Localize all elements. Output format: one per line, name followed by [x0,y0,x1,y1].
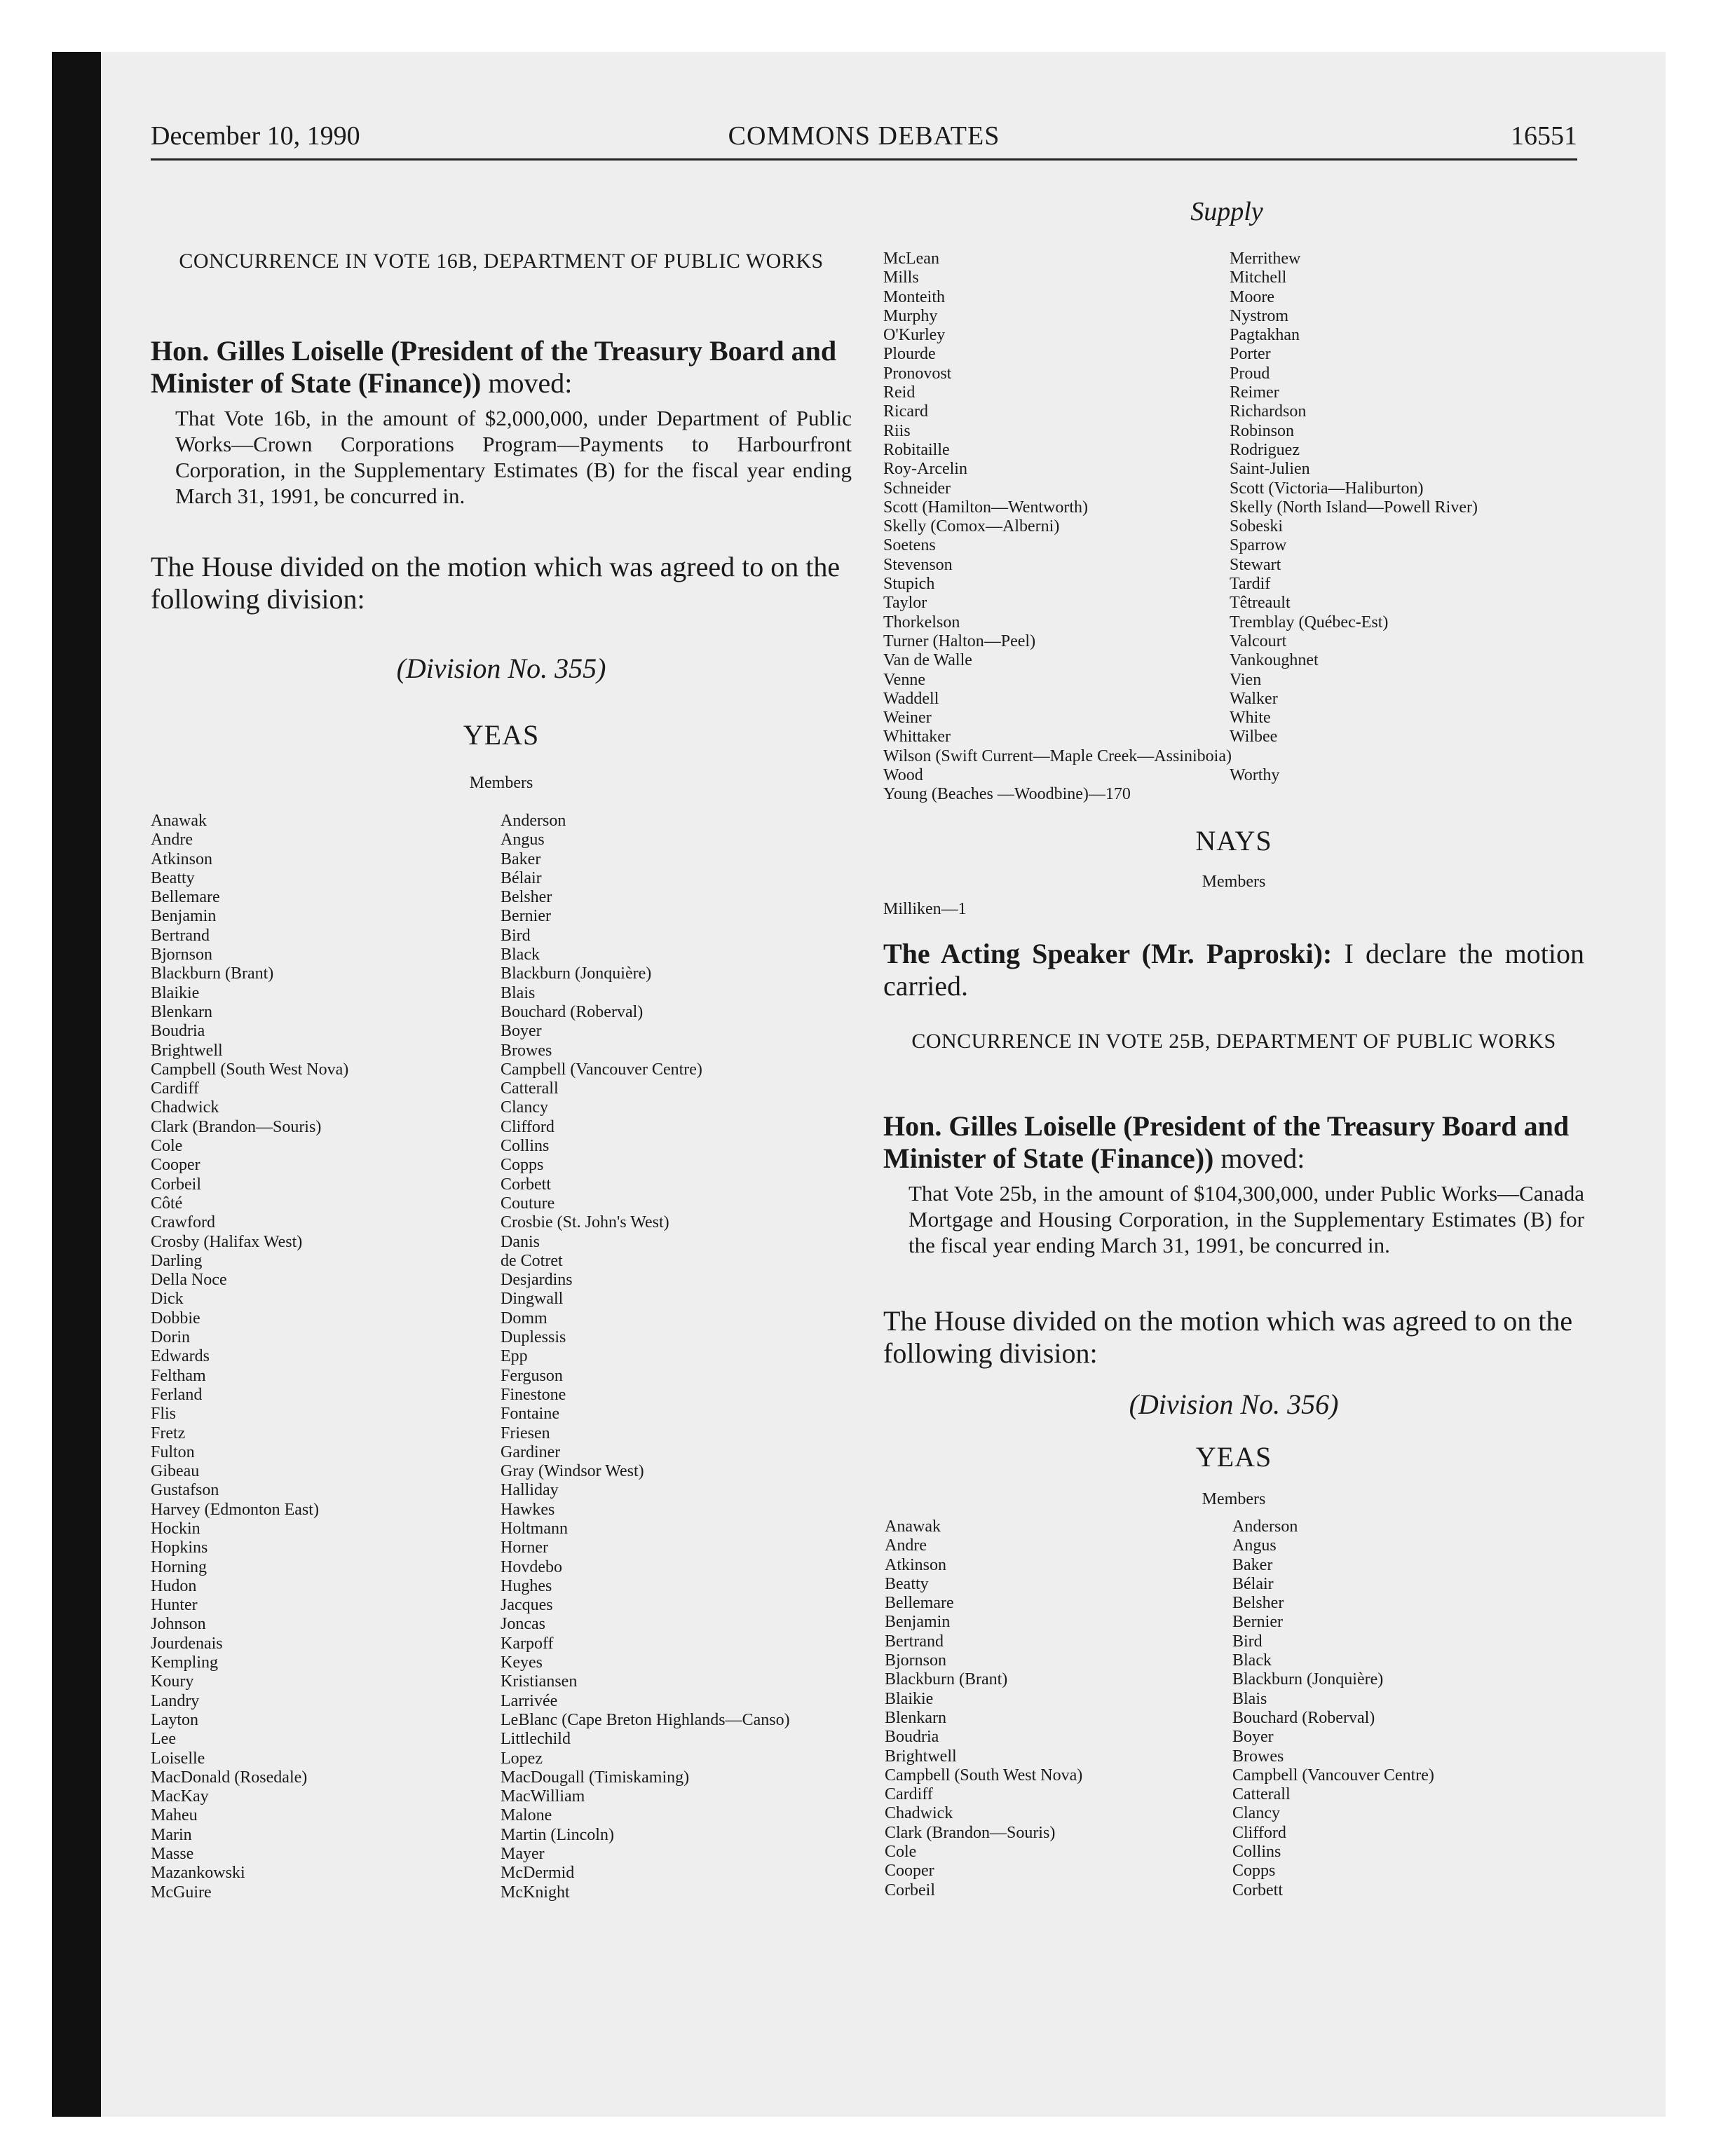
member-name: LeBlanc (Cape Breton Highlands—Canso) [501,1710,790,1729]
member-name: Danis [501,1232,540,1251]
member-name: Maheu [151,1806,198,1825]
member-name: Bjornson [151,946,213,964]
member-name: Brightwell [885,1747,957,1766]
member-name: Crosby (Halifax West) [151,1232,303,1251]
member-name: Karpoff [501,1634,554,1653]
member-name: Edwards [151,1347,210,1366]
member-name: Landry [151,1691,200,1710]
member-name: Blackburn (Brant) [885,1670,1008,1689]
member-name: Collins [1232,1843,1281,1862]
member-name: Kristiansen [501,1672,578,1691]
member-name: Anderson [501,812,566,830]
member-name: Kempling [151,1653,218,1672]
member-name: Dobbie [151,1309,200,1328]
division-intro: The House divided on the motion which was agreed to on the following division: [151,551,841,615]
member-name: Rodriguez [1230,440,1300,459]
member-name: Pronovost [883,364,952,383]
member-name: McDermid [501,1864,575,1883]
member-name: Scott (Hamilton—Wentworth) [883,498,1089,517]
member-name: Gray (Windsor West) [501,1462,644,1481]
member-name: Blackburn (Jonquière) [501,964,652,983]
nays-members-label: Members [1202,873,1266,891]
member-name: Pagtakhan [1230,326,1300,345]
member-name: Murphy [883,306,938,325]
member-name: Finestone [501,1385,566,1404]
member-name: Hockin [151,1519,200,1538]
member-name: Loiselle [151,1749,205,1768]
member-name: Bertrand [151,926,210,945]
member-name: Blaikie [151,983,200,1002]
member-name: Fulton [151,1442,195,1461]
member-name: Johnson [151,1615,206,1634]
vote-25b-heading: CONCURRENCE IN VOTE 25B, DEPARTMENT OF PUBLIC WORKS [911,1030,1556,1053]
member-name: Beatty [151,868,195,887]
page-header [151,121,1577,161]
member-name: Vankoughnet [1230,651,1319,670]
member-name: Marin [151,1825,192,1844]
member-name: Couture [501,1194,555,1213]
member-name: Ricard [883,402,928,421]
member-name: Côté [151,1194,183,1213]
member-name: Bélair [1232,1574,1274,1593]
speaker-name-2: Hon. Gilles Loiselle (President of the Treasury Board and Minister of State (Finance)) [883,1110,1570,1174]
member-name: Cooper [885,1862,934,1881]
continued-yeas-col1 [883,250,1220,747]
member-name: Soetens [883,536,936,555]
member-name: Baker [1232,1555,1273,1574]
member-name: Turner (Halton—Peel) [883,632,1036,650]
member-name: Tardif [1230,575,1271,594]
member-name: Anawak [151,812,207,830]
member-name: Schneider [883,479,951,498]
member-name: Boudria [151,1022,205,1041]
member-name: Blenkarn [885,1708,946,1727]
member-name: Van de Walle [883,651,972,670]
member-name: Boyer [501,1022,542,1041]
members-label-2: Members [1202,1490,1266,1508]
member-name: Hawkes [501,1500,555,1519]
member-name: Bernier [1232,1613,1283,1632]
member-name: Venne [883,670,925,689]
vote-16b-heading: CONCURRENCE IN VOTE 16B, DEPARTMENT OF PUBLIC WORKS [179,250,824,273]
member-name: Boudria [885,1728,939,1747]
member-name: Hughes [501,1576,552,1595]
member-name: Richardson [1230,402,1307,421]
member-name: Anderson [1232,1517,1298,1536]
acting-speaker-line [883,938,1584,1002]
member-name: Copps [1232,1862,1276,1881]
member-name: de Cotret [501,1251,563,1270]
member-name: Taylor [883,594,927,613]
member-name: Clifford [501,1117,554,1136]
member-name: McKnight [501,1883,570,1902]
nays-list: Milliken—1 [883,900,967,918]
member-name: Desjardins [501,1271,573,1290]
member-name: Duplessis [501,1328,566,1347]
member-name: Saint-Julien [1230,460,1310,479]
yeas-list-2-col2 [1232,1517,1583,1900]
member-name: Andre [151,831,193,850]
member-name: Dingwall [501,1290,564,1309]
section-label: Supply [1190,197,1263,226]
member-name: Riis [883,421,911,440]
member-name: Corbett [501,1175,551,1194]
members-label: Members [469,774,533,792]
motion-text: That Vote 16b, in the amount of $2,000,000, under Department of Public Works—Crown Corporations Program—Payments to Harbourfront Corporation, in the Supplementary Estimates (B) for the fiscal year ending March 31, 1991, be concurred in. [175,406,852,508]
member-name: Reimer [1230,383,1279,402]
division-intro-2: The House divided on the motion which was agreed to on the following division: [883,1305,1573,1369]
member-name: Clancy [1232,1804,1280,1823]
member-name: Proud [1230,364,1270,383]
member-name: Jacques [501,1596,553,1615]
member-name: Ferguson [501,1366,563,1385]
member-name: Koury [151,1672,194,1691]
member-name: Domm [501,1309,547,1328]
member-name: Campbell (Vancouver Centre) [1232,1766,1434,1785]
member-name: Chadwick [151,1098,219,1117]
member-name: Waddell [883,689,939,708]
member-name: Bertrand [885,1632,944,1651]
member-name: Della Noce [151,1271,227,1290]
division-number-2: (Division No. 356) [1129,1389,1339,1420]
member-name: Blaikie [885,1689,934,1708]
speaker-line [151,335,852,400]
motion-text-2: That Vote 25b, in the amount of $104,300,000, under Public Works—Canada Mortgage and Housing Corporation, in the Supplementary Estimates (B) for the fiscal year ending March 31, 1991, be concurred in. [909,1181,1584,1257]
division-number: (Division No. 355) [396,653,606,684]
member-name: Robitaille [883,440,950,459]
member-name: Porter [1230,345,1271,364]
member-name: Cole [885,1843,917,1862]
member-name: McGuire [151,1883,212,1902]
member-name: Crawford [151,1213,215,1232]
member-name: Halliday [501,1481,559,1500]
member-name: Bird [1232,1632,1263,1651]
speaker-suffix-2: moved: [1213,1142,1305,1174]
member-name: Hovdebo [501,1557,562,1576]
member-name: Flis [151,1405,177,1424]
member-name: Corbett [1232,1881,1283,1899]
member-name: Walker [1230,689,1278,708]
member-name: Cole [151,1137,183,1156]
header-title: COMMONS DEBATES [728,121,1000,151]
member-name: Skelly (Comox—Alberni) [883,517,1060,536]
member-name: Holtmann [501,1519,568,1538]
member-name: Gibeau [151,1462,200,1481]
yeas-list-col1 [151,812,487,1902]
member-name: Plourde [883,345,936,364]
member-name: Sparrow [1230,536,1287,555]
member-name: Layton [151,1710,198,1729]
member-name: Blais [1232,1689,1267,1708]
member-name: Campbell (Vancouver Centre) [501,1060,702,1079]
member-name: Clark (Brandon—Souris) [885,1823,1056,1842]
member-name: Baker [501,850,541,868]
name-worthy: Worthy [1230,766,1280,784]
member-name: Benjamin [151,907,217,926]
member-name: Andre [885,1536,927,1555]
acting-speaker-statement: I declare the motion carried. [883,938,1584,1002]
member-name: Friesen [501,1424,550,1442]
member-name: Dick [151,1290,184,1309]
binding-edge [52,52,101,2117]
member-name: Roy-Arcelin [883,460,967,479]
member-name: Bélair [501,868,542,887]
nays-heading: NAYS [1195,825,1272,857]
member-name: Collins [501,1137,550,1156]
member-name: Merrithew [1230,250,1301,268]
name-wood: Wood [883,766,923,784]
member-name: Valcourt [1230,632,1287,650]
member-name: Clark (Brandon—Souris) [151,1117,322,1136]
member-name: Bjornson [885,1651,947,1670]
member-name: Martin (Lincoln) [501,1825,614,1844]
member-name: Lopez [501,1749,543,1768]
member-name: Bellemare [151,888,220,907]
member-name: Cardiff [885,1785,933,1804]
header-date: December 10, 1990 [151,121,360,151]
member-name: MacKay [151,1787,209,1806]
member-name: Boyer [1232,1728,1274,1747]
member-name: Whittaker [883,728,951,746]
yeas-list-2-col1 [885,1517,1221,1900]
member-name: Ferland [151,1385,203,1404]
member-name: Corbeil [885,1881,935,1899]
member-name: Bernier [501,907,551,926]
member-name: Gardiner [501,1442,561,1461]
member-name: Stupich [883,575,935,594]
member-name: Clancy [501,1098,548,1117]
speaker-line-2 [883,1110,1584,1175]
speaker-name: Hon. Gilles Loiselle (President of the Treasury Board and Minister of State (Finance)) [151,335,837,399]
member-name: Angus [1232,1536,1277,1555]
member-name: Campbell (South West Nova) [885,1766,1083,1785]
member-name: Bouchard (Roberval) [1232,1708,1375,1727]
member-name: Blais [501,983,536,1002]
page-number: 16551 [1511,121,1577,151]
member-name: Stewart [1230,555,1281,574]
member-name: Fretz [151,1424,186,1442]
yeas-heading-2: YEAS [1195,1441,1272,1473]
member-name: Angus [501,831,545,850]
member-name: Malone [501,1806,552,1825]
member-name: Atkinson [151,850,213,868]
member-name: Darling [151,1251,203,1270]
member-name: Moore [1230,287,1274,306]
member-name: Blackburn (Brant) [151,964,274,983]
member-name: Mitchell [1230,268,1287,287]
member-name: Mazankowski [151,1864,245,1883]
member-name: Robinson [1230,421,1295,440]
yeas-heading: YEAS [463,719,540,751]
member-name: Horning [151,1557,207,1576]
member-name: Clifford [1232,1823,1286,1842]
member-name: Hudon [151,1576,197,1595]
member-name: Lee [151,1730,176,1749]
member-name: Stevenson [883,555,953,574]
member-name: Hunter [151,1596,198,1615]
member-name: Atkinson [885,1555,947,1574]
member-name: Littlechild [501,1730,571,1749]
member-name: Harvey (Edmonton East) [151,1500,319,1519]
member-name: Wilbee [1230,728,1278,746]
member-name: Fontaine [501,1405,559,1424]
member-name: Copps [501,1156,544,1175]
yeas-list-col2 [501,812,851,1902]
member-name: Masse [151,1845,194,1864]
member-name: Vien [1230,670,1262,689]
member-name: Joncas [501,1615,545,1634]
wilson-line: Wilson (Swift Current—Maple Creek—Assiniboia) [883,747,1232,765]
member-name: Nystrom [1230,306,1288,325]
member-name: Catterall [1232,1785,1291,1804]
member-name: Skelly (North Island—Powell River) [1230,498,1478,517]
member-name: Gustafson [151,1481,219,1500]
member-name: Catterall [501,1079,559,1098]
member-name: Hopkins [151,1538,208,1557]
member-name: Browes [1232,1747,1284,1766]
member-name: Larrivée [501,1691,558,1710]
member-name: Mills [883,268,919,287]
member-name: Scott (Victoria—Haliburton) [1230,479,1424,498]
member-name: Campbell (South West Nova) [151,1060,349,1079]
member-name: Weiner [883,709,932,728]
member-name: Blackburn (Jonquière) [1232,1670,1384,1689]
member-name: MacWilliam [501,1787,585,1806]
member-name: Keyes [501,1653,543,1672]
young-line: Young (Beaches —Woodbine)—170 [883,785,1131,803]
member-name: Têtreault [1230,594,1291,613]
member-name: Cardiff [151,1079,199,1098]
member-name: Browes [501,1041,552,1060]
member-name: Anawak [885,1517,941,1536]
member-name: Reid [883,383,916,402]
member-name: Horner [501,1538,548,1557]
member-name: Crosbie (St. John's West) [501,1213,669,1232]
member-name: Bouchard (Roberval) [501,1002,644,1021]
member-name: MacDougall (Timiskaming) [501,1768,690,1787]
member-name: Cooper [151,1156,200,1175]
member-name: Sobeski [1230,517,1284,536]
member-name: Brightwell [151,1041,223,1060]
member-name: Black [1232,1651,1272,1670]
member-name: Bird [501,926,531,945]
member-name: Jourdenais [151,1634,223,1653]
member-name: Dorin [151,1328,190,1347]
member-name: Epp [501,1347,528,1366]
member-name: O'Kurley [883,326,946,345]
member-name: Benjamin [885,1613,951,1632]
member-name: Belsher [501,888,552,907]
member-name: Thorkelson [883,613,960,632]
member-name: Black [501,946,540,964]
member-name: Blenkarn [151,1002,212,1021]
speaker-suffix: moved: [481,367,573,399]
member-name: Beatty [885,1574,929,1593]
member-name: McLean [883,250,939,268]
member-name: Chadwick [885,1804,953,1823]
member-name: Monteith [883,287,945,306]
member-name: Belsher [1232,1594,1284,1613]
member-name: Mayer [501,1845,545,1864]
acting-speaker-name: The Acting Speaker (Mr. Paproski): [883,938,1333,969]
member-name: White [1230,709,1271,728]
continued-yeas-col2 [1230,250,1580,747]
member-name: Corbeil [151,1175,201,1194]
member-name: MacDonald (Rosedale) [151,1768,308,1787]
member-name: Bellemare [885,1594,954,1613]
member-name: Tremblay (Québec-Est) [1230,613,1389,632]
member-name: Feltham [151,1366,206,1385]
